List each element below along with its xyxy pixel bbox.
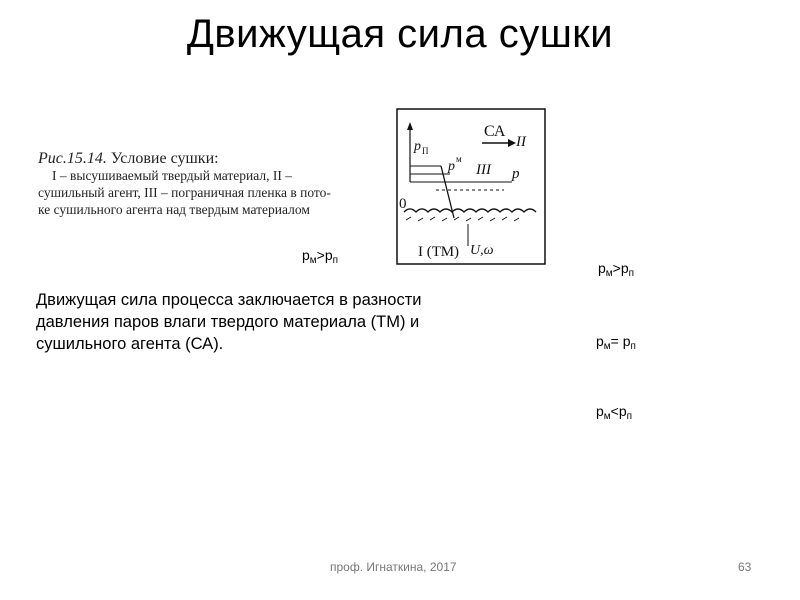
page-number: 63	[738, 560, 752, 574]
material-surface	[404, 209, 536, 212]
label-p-material: p	[448, 159, 455, 174]
footer-author: проф. Игнаткина, 2017	[330, 560, 457, 574]
figure-frame	[397, 109, 545, 264]
label-p-vapor-sub: П	[422, 146, 429, 156]
flow-arrow-head	[508, 139, 516, 147]
slide-title: Движущая сила сушки	[186, 12, 614, 56]
formula-pm-equal: $р_м= р_п$	[596, 333, 636, 352]
label-material: I (ТМ)	[418, 244, 460, 260]
formula-pm-greater: $р_м>р_п$	[598, 260, 635, 279]
label-drying-agent: СА	[484, 123, 506, 140]
axis-arrow	[407, 122, 413, 130]
caption-line: ке сушильного агента над твердым материалом	[38, 202, 310, 217]
body-text: Движущая сила процесса заключается в разности давления паров влаги твердого материала (ТМ) и сушильного агента (СА).	[36, 291, 422, 353]
caption-line: I – высушиваемый твердый материал, II –	[52, 168, 292, 183]
material-hatching	[406, 217, 519, 221]
label-zone-2: II	[516, 134, 526, 150]
formula-pm-less: $р_м<р_п$	[596, 403, 633, 422]
label-p-vapor: p	[414, 139, 421, 154]
label-p-material-sup: м	[456, 154, 462, 164]
label-p: p	[512, 166, 520, 182]
label-velocity: U,ω	[470, 243, 494, 258]
formula-pm-greater: $р_м>р_п$	[302, 247, 339, 266]
label-zone-3: III	[476, 162, 491, 178]
drying-condition-figure	[396, 108, 546, 265]
caption-figure-number: Рис.15.14.	[38, 150, 107, 167]
caption-heading: Условие сушки:	[110, 150, 219, 167]
figure-caption	[38, 150, 368, 240]
label-origin: 0	[399, 196, 407, 212]
caption-line: сушильный агент, III – пограничная пленка в пото-	[38, 185, 331, 200]
